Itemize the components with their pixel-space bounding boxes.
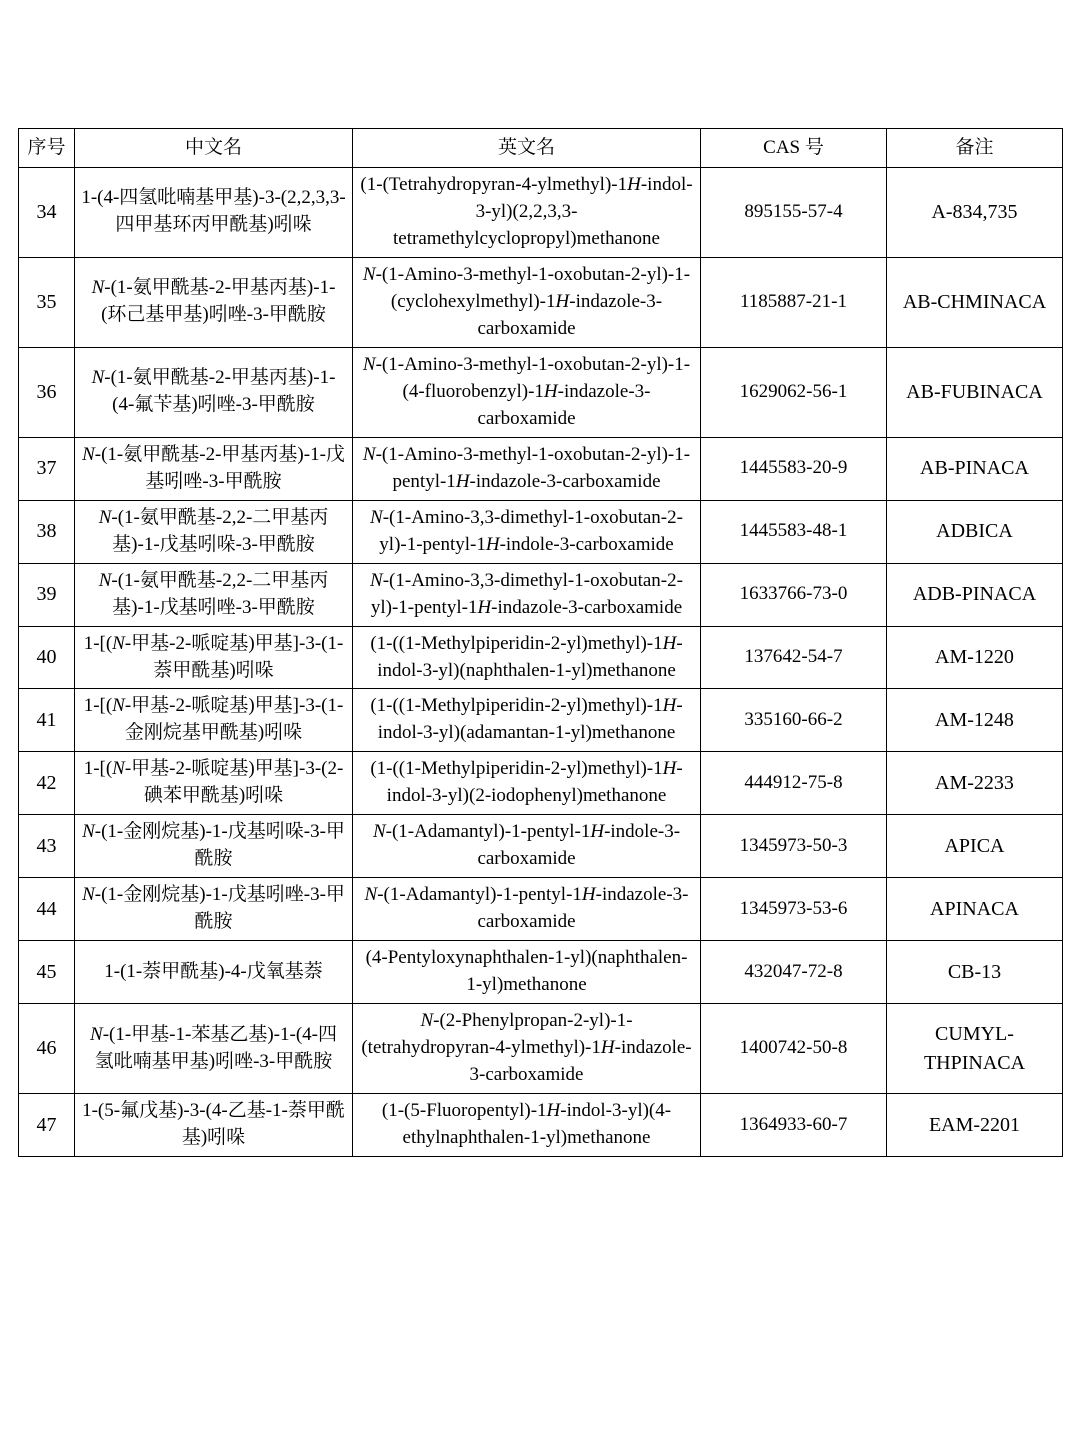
cell-english-name: N-(1-Adamantyl)-1-pentyl-1H-indole-3-carboxamide — [353, 815, 701, 878]
cell-cas: 1629062-56-1 — [701, 347, 887, 437]
cell-index: 37 — [19, 437, 75, 500]
cell-note: APICA — [887, 815, 1063, 878]
cell-chinese-name: N-(1-氨甲酰基-2-甲基丙基)-1-戊基吲唑-3-甲酰胺 — [75, 437, 353, 500]
cell-chinese-name: N-(1-氨甲酰基-2,2-二甲基丙基)-1-戊基吲哚-3-甲酰胺 — [75, 500, 353, 563]
table-row — [19, 257, 1063, 347]
cell-english-name: (1-((1-Methylpiperidin-2-yl)methyl)-1H-indol-3-yl)(adamantan-1-yl)methanone — [353, 689, 701, 752]
cell-note: ADBICA — [887, 500, 1063, 563]
cell-english-name: N-(1-Amino-3,3-dimethyl-1-oxobutan-2-yl)-1-pentyl-1H-indole-3-carboxamide — [353, 500, 701, 563]
table-row — [19, 1004, 1063, 1094]
cell-index: 45 — [19, 941, 75, 1004]
column-header-chinese-name: 中文名 — [75, 129, 353, 168]
cell-cas: 1345973-53-6 — [701, 878, 887, 941]
cell-cas: 895155-57-4 — [701, 168, 887, 258]
cell-chinese-name: 1-[(N-甲基-2-哌啶基)甲基]-3-(1-金刚烷基甲酰基)吲哚 — [75, 689, 353, 752]
column-header-note: 备注 — [887, 129, 1063, 168]
column-header-cas: CAS 号 — [701, 129, 887, 168]
cell-index: 39 — [19, 563, 75, 626]
cell-cas: 1364933-60-7 — [701, 1094, 887, 1157]
table-row — [19, 752, 1063, 815]
cell-chinese-name: 1-[(N-甲基-2-哌啶基)甲基]-3-(1-萘甲酰基)吲哚 — [75, 626, 353, 689]
cell-english-name: (1-((1-Methylpiperidin-2-yl)methyl)-1H-indol-3-yl)(2-iodophenyl)methanone — [353, 752, 701, 815]
cell-note: AB-CHMINACA — [887, 257, 1063, 347]
cell-chinese-name: 1-[(N-甲基-2-哌啶基)甲基]-3-(2-碘苯甲酰基)吲哚 — [75, 752, 353, 815]
cell-cas: 1400742-50-8 — [701, 1004, 887, 1094]
table-row — [19, 168, 1063, 258]
cell-index: 40 — [19, 626, 75, 689]
cell-note: AB-PINACA — [887, 437, 1063, 500]
cell-chinese-name: N-(1-氨甲酰基-2-甲基丙基)-1-(环己基甲基)吲唑-3-甲酰胺 — [75, 257, 353, 347]
cell-english-name: N-(1-Amino-3-methyl-1-oxobutan-2-yl)-1-(cyclohexylmethyl)-1H-indazole-3-carboxamide — [353, 257, 701, 347]
cell-index: 42 — [19, 752, 75, 815]
cell-english-name: (4-Pentyloxynaphthalen-1-yl)(naphthalen-1-yl)methanone — [353, 941, 701, 1004]
table-row — [19, 878, 1063, 941]
cell-english-name: N-(1-Amino-3,3-dimethyl-1-oxobutan-2-yl)-1-pentyl-1H-indazole-3-carboxamide — [353, 563, 701, 626]
cell-note: AB-FUBINACA — [887, 347, 1063, 437]
table-row — [19, 941, 1063, 1004]
cell-index: 36 — [19, 347, 75, 437]
cell-note: A-834,735 — [887, 168, 1063, 258]
cell-note: ADB-PINACA — [887, 563, 1063, 626]
cell-cas: 444912-75-8 — [701, 752, 887, 815]
table-row — [19, 626, 1063, 689]
table-header — [19, 129, 1063, 168]
cell-english-name: N-(2-Phenylpropan-2-yl)-1-(tetrahydropyran-4-ylmethyl)-1H-indazole-3-carboxamide — [353, 1004, 701, 1094]
table-row — [19, 347, 1063, 437]
column-header-english-name: 英文名 — [353, 129, 701, 168]
table-body — [19, 168, 1063, 1157]
table-row — [19, 500, 1063, 563]
cell-cas: 1445583-20-9 — [701, 437, 887, 500]
cell-note: AM-1220 — [887, 626, 1063, 689]
cell-chinese-name: N-(1-甲基-1-苯基乙基)-1-(4-四氢吡喃基甲基)吲唑-3-甲酰胺 — [75, 1004, 353, 1094]
cell-chinese-name: N-(1-氨甲酰基-2-甲基丙基)-1-(4-氟苄基)吲唑-3-甲酰胺 — [75, 347, 353, 437]
table-row — [19, 689, 1063, 752]
cell-cas: 432047-72-8 — [701, 941, 887, 1004]
cell-cas: 1345973-50-3 — [701, 815, 887, 878]
table-row — [19, 815, 1063, 878]
cell-note: AM-2233 — [887, 752, 1063, 815]
cell-note: APINACA — [887, 878, 1063, 941]
cell-english-name: (1-((1-Methylpiperidin-2-yl)methyl)-1H-indol-3-yl)(naphthalen-1-yl)methanone — [353, 626, 701, 689]
cell-cas: 1633766-73-0 — [701, 563, 887, 626]
cell-cas: 1445583-48-1 — [701, 500, 887, 563]
cell-index: 43 — [19, 815, 75, 878]
cell-chinese-name: N-(1-氨甲酰基-2,2-二甲基丙基)-1-戊基吲唑-3-甲酰胺 — [75, 563, 353, 626]
cell-index: 46 — [19, 1004, 75, 1094]
cell-english-name: (1-(5-Fluoropentyl)-1H-indol-3-yl)(4-ethylnaphthalen-1-yl)methanone — [353, 1094, 701, 1157]
cell-english-name: N-(1-Adamantyl)-1-pentyl-1H-indazole-3-carboxamide — [353, 878, 701, 941]
cell-english-name: (1-(Tetrahydropyran-4-ylmethyl)-1H-indol-3-yl)(2,2,3,3-tetramethylcyclopropyl)methanone — [353, 168, 701, 258]
cell-cas: 1185887-21-1 — [701, 257, 887, 347]
column-header-index: 序号 — [19, 129, 75, 168]
table-row — [19, 437, 1063, 500]
cell-index: 38 — [19, 500, 75, 563]
cell-chinese-name: 1-(4-四氢吡喃基甲基)-3-(2,2,3,3-四甲基环丙甲酰基)吲哚 — [75, 168, 353, 258]
cell-chinese-name: 1-(5-氟戊基)-3-(4-乙基-1-萘甲酰基)吲哚 — [75, 1094, 353, 1157]
table-row — [19, 1094, 1063, 1157]
cell-index: 44 — [19, 878, 75, 941]
cell-note: EAM-2201 — [887, 1094, 1063, 1157]
cell-index: 34 — [19, 168, 75, 258]
substance-table — [18, 128, 1063, 1157]
cell-note: CUMYL-THPINACA — [887, 1004, 1063, 1094]
cell-cas: 335160-66-2 — [701, 689, 887, 752]
cell-english-name: N-(1-Amino-3-methyl-1-oxobutan-2-yl)-1-pentyl-1H-indazole-3-carboxamide — [353, 437, 701, 500]
cell-note: CB-13 — [887, 941, 1063, 1004]
cell-index: 41 — [19, 689, 75, 752]
cell-chinese-name: N-(1-金刚烷基)-1-戊基吲哚-3-甲酰胺 — [75, 815, 353, 878]
cell-chinese-name: N-(1-金刚烷基)-1-戊基吲唑-3-甲酰胺 — [75, 878, 353, 941]
table-row — [19, 563, 1063, 626]
cell-index: 35 — [19, 257, 75, 347]
cell-index: 47 — [19, 1094, 75, 1157]
cell-cas: 137642-54-7 — [701, 626, 887, 689]
cell-english-name: N-(1-Amino-3-methyl-1-oxobutan-2-yl)-1-(4-fluorobenzyl)-1H-indazole-3-carboxamide — [353, 347, 701, 437]
cell-chinese-name: 1-(1-萘甲酰基)-4-戊氧基萘 — [75, 941, 353, 1004]
cell-note: AM-1248 — [887, 689, 1063, 752]
table-header-row — [19, 129, 1063, 168]
